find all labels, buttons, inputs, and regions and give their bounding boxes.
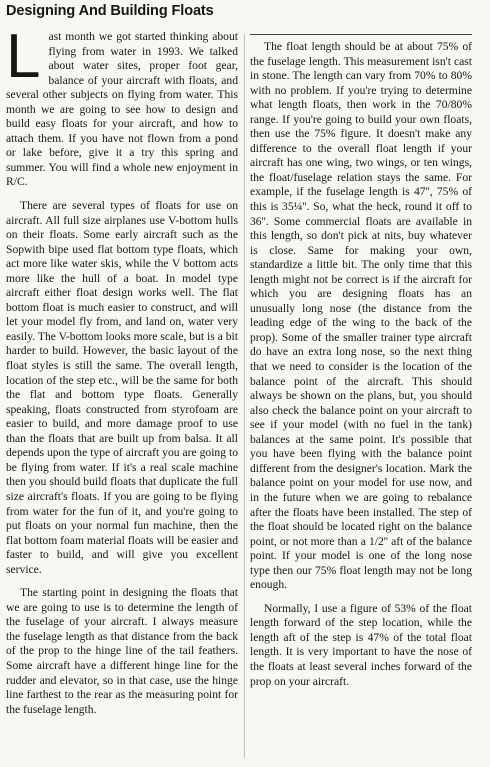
paragraph-float-length: The float length should be at about 75% of the fuselage length. This measurement isn't cast in stone. The length can vary from 70% to 80% with no problem. If you're trying to determine what length floats, then work in the 70/80% range. If you're going to build your own floats, then use the 75% figure. It doesn't make any difference to the overall float length if your aircraft has one wing, two wings, or ten wings, the float/fuselage relation stays the same. For example, if the fuselage length is 47'', 75% of this is 35¼''. So, what the heck, round it off to 36''. Some commercial floats are available in this length, so don't pick at nits, buy whatever is close. Same for making your own, standardize a little bit. The only time that this length might not be correct is if the aircraft for which you are designing floats has an unusually long nose (the distance from the leading edge of the wing to the back of the prop). Some of the smaller trainer type aircraft do have an extra long nose, so the next thing that we need to consider is the location of the balance point of the aircraft. This should always be shown on the plans, but, you should also check the balance point on your aircraft to see if your model (with no fuel in the tank) balances at the same point. It's possible that you have been flying with the balance point different from the designer's location. Mark the balance point on your model for use now, and in the future when we are going to rebalance after the floats have been installed. The step of the float should be located right on the balance point, or not more than a 1/2'' aft of the balance point. If your model is one of the long nose type then our 75% float length may not be long enough. [250,40,472,592]
paragraph-intro [6,22,238,190]
paragraph-step-location: Normally, I use a figure of 53% of the float length forward of the step location, while the length aft of the step is 47% of the total float length. It is very important to have the nose of the floats at least several inches forward of the prop on your aircraft. [250,601,472,688]
drop-cap: L [6,22,41,91]
paragraph-starting-point: The starting point in designing the floats that we are going to use is to determine the length of the fuselage of your aircraft. I always measure the fuselage length as that distance from the back of the prop to the hinge line of the tail feathers. Some aircraft have a different hinge line for the rudder and elevator, so in that case, use the hinge line farthest to the rear as the measuring point for the fuselage length. [6,586,238,716]
paragraph-float-types: There are several types of floats for use on aircraft. All full size airplanes use V-bottom hulls on their floats. Some early aircraft such as the Sopwith bipe used flat bottom type floats, which act more like water skis, while the V bottom acts more like the hull of a boat. In model type aircraft either float design works well. The flat bottom float is much easier to construct, and will let your model fly from, and land on, water very easily. The V-bottom looks more scale, but is a bit harder to build. However, the basic layout of the float styles is still the same. The overall length, location of the step etc., will be the same for both the flat and bottom type floats. Generally speaking, floats constructed from styrofoam are easier to build, and more damage proof to use than the floats that are built up from balsa. It all depends upon the type of aircraft you are going to be flying from water. If it's a real scale machine then you should build floats that duplicate the full size aircraft's floats. If you are going to be flying from water for the fun of it, and you're going to put floats on your normal fun machine, then the flat bottom foam material floats will be easier and faster to build, and will give you excellent service. [6,199,238,576]
column-top-rule [250,34,472,35]
article-title: Designing And Building Floats [6,3,214,19]
left-column [6,22,238,717]
right-column [250,40,472,689]
column-divider [244,34,245,758]
paragraph-intro-text: ast month we got started thinking about flying from water in 1993. We talked about water sites, proper foot gear, balance of your aircraft with floats, and several other subjects on flying from water. This month we are going to see how to design and build easy floats for your aircraft, and how to attach them. If you have not flown from a pond or lake before, give it a try this spring and summer. You will find a whole new enjoyment in R/C. [6,30,238,189]
